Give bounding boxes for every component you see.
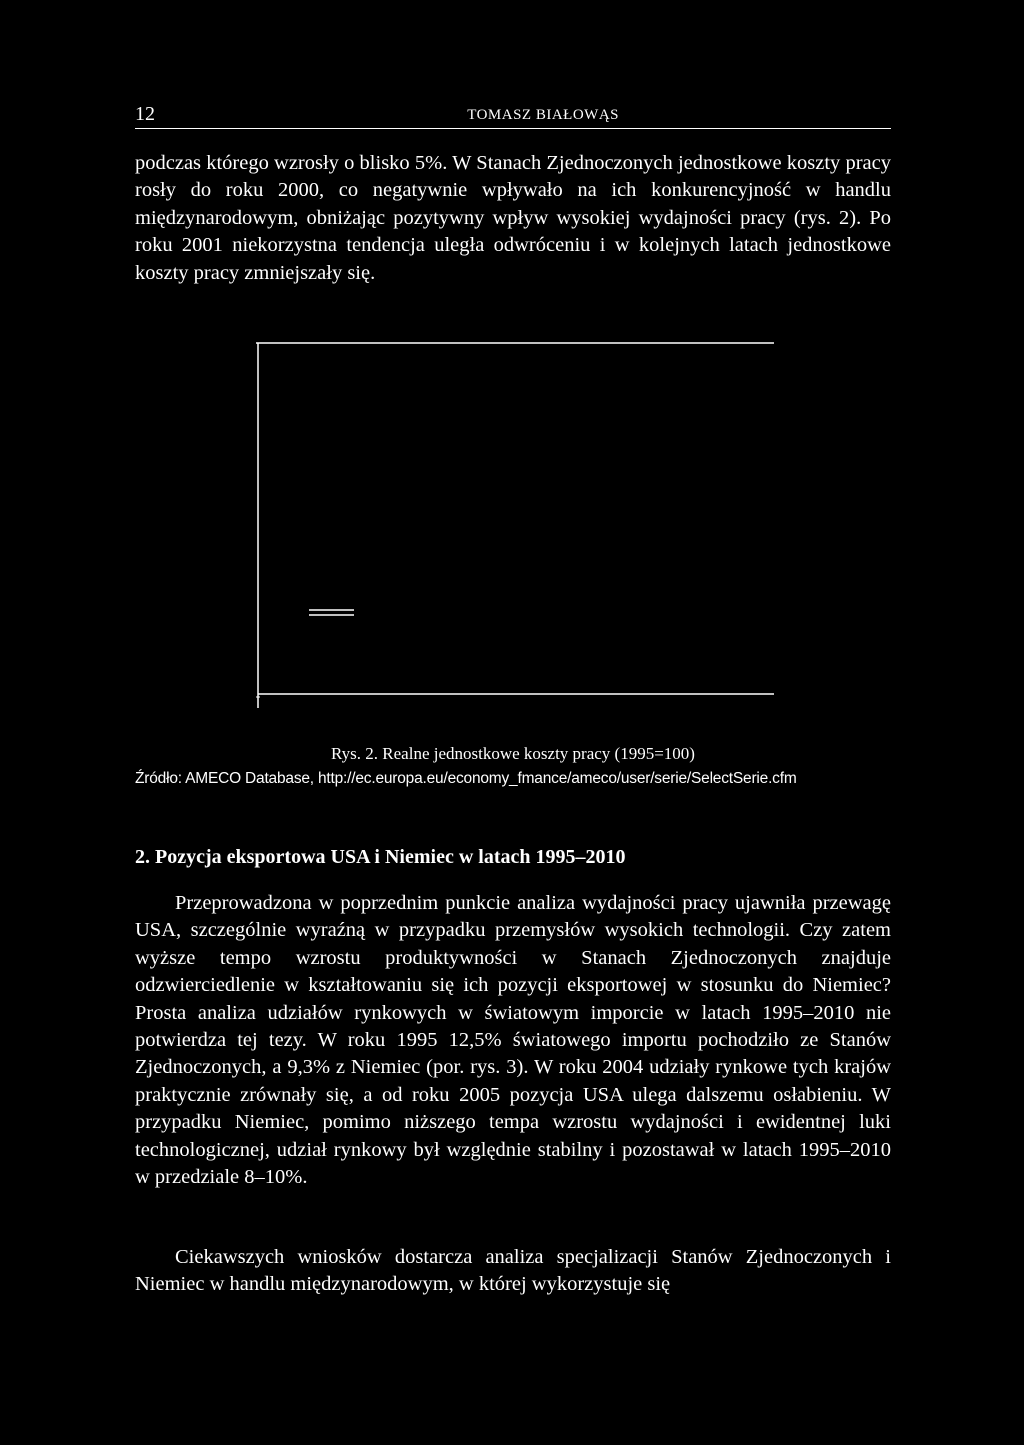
section-heading: 2. Pozycja eksportowa USA i Niemiec w latach 1995–2010 [135,846,626,868]
figure-caption: Rys. 2. Realne jednostkowe koszty pracy (1995=100) [331,744,695,763]
body-paragraph-2: Przeprowadzona w poprzednim punkcie analiza wydajności pracy ujawniła przewagę USA, szczególnie wyraźną w przypadku przemysłów wysokich technologii. Czy zatem wyższe tempo wzrostu produktywności w Stanach Zjednoczonych znajduje odzwierciedlenie w kształtowaniu się ich pozycji eksportowej w stosunku do Niemiec? Prosta analiza udziałów rynkowych w światowym imporcie w latach 1995–2010 nie potwierdza tej tezy. W roku 1995 12,5% światowego importu pochodziło ze Stanów Zjednoczonych, a 9,3% z Niemiec (por. rys. 3). W roku 2004 udziały rynkowe tych krajów praktycznie zrównały się, a od roku 2005 pozycja USA ulega dalszemu osłabieniu. W przypadku Niemiec, pomimo niższego tempa wzrostu wydajności i ewidentnej luki technologicznej, udział rynkowy był względnie stabilny i pozostawał w latach 1995–2010 w przedziale 8–10%. [135,892,891,1189]
page-number: 12 [135,103,155,125]
figure-2-frame [256,342,776,708]
running-head-author: TOMASZ BIAŁOWĄS [467,107,619,123]
figure-2-chart-area [256,342,776,708]
body-paragraph-1: podczas którego wzrosły o blisko 5%. W Stanach Zjednoczonych jednostkowe koszty pracy rosły do roku 2000, co negatywnie wpływało na ich konkurencyjność w handlu międzynarodowym, obniżając pozytywny wpływ wysokiej wydajności pracy (rys. 2). Po roku 2001 niekorzystna tendencja uległa odwróceniu i w kolejnych latach jednostkowe koszty pracy zmniejszały się. [135,152,891,284]
running-header [135,100,891,129]
body-paragraph-3: Ciekawszych wniosków dostarcza analiza specjalizacji Stanów Zjednoczonych i Niemiec w handlu międzynarodowym, w której wykorzystuje się [135,1246,891,1296]
figure-source: Źródło: AMECO Database, http://ec.europa.eu/economy_fmance/ameco/user/serie/SelectSerie.cfm [135,770,797,787]
